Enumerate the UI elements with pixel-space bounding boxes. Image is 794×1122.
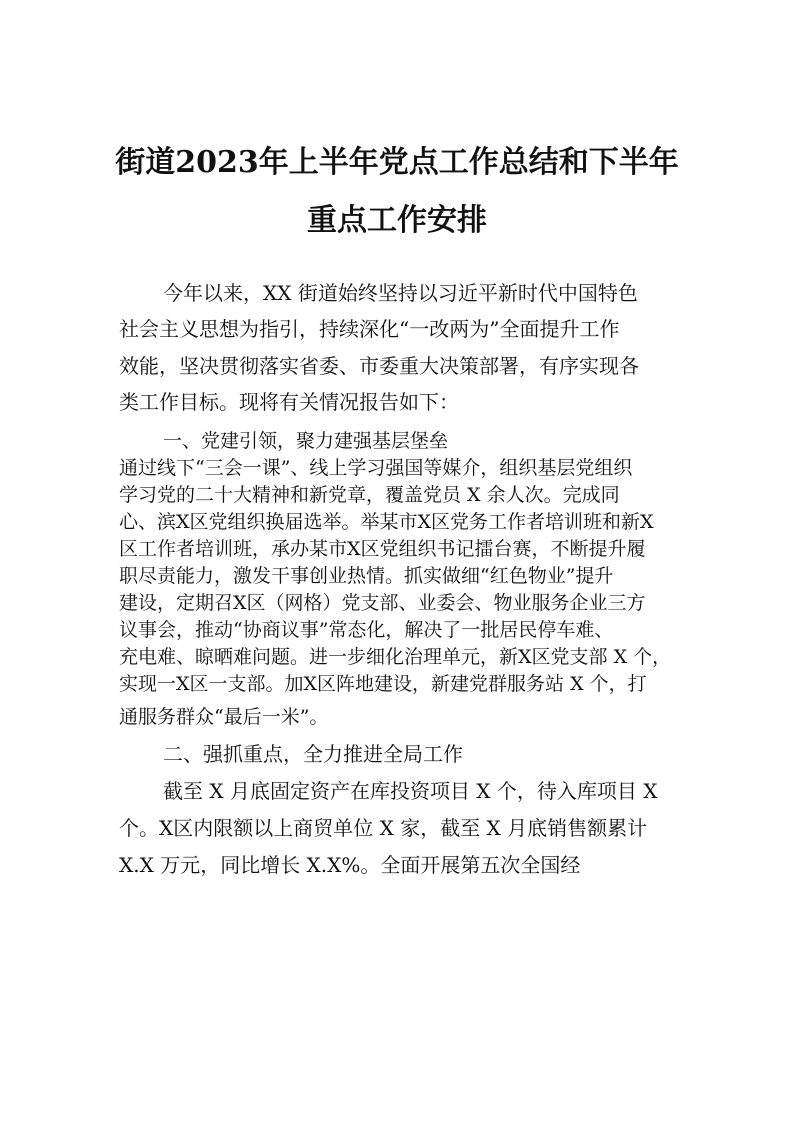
intro-line-4: 类工作目标。现将有关情况报告如下： (119, 390, 459, 414)
document-title-line-1: 街道2023年上半年党点工作总结和下半年 (115, 145, 679, 180)
section-1-line-5: 职尽责能力，激发干事创业热情。抓实做细“红色物业”提升 (119, 565, 614, 587)
document-title-line-2: 重点工作安排 (307, 203, 487, 238)
section-1-line-6: 建设，定期召X区（网格）党支部、业委会、物业服务企业三方 (119, 592, 646, 614)
section-1-line-9: 实现一X区一支部。加X区阵地建设，新建党群服务站 X 个，打 (119, 673, 647, 695)
intro-line-2: 社会主义思想为指引，持续深化“一改两为”全面提升工作 (119, 317, 620, 341)
section-2-line-3: X.X 万元，同比增长 X.X%。全面开展第五次全国经 (119, 853, 581, 877)
section-1-line-2: 学习党的二十大精神和新党章，覆盖党员 X 余人次。完成同 (119, 484, 620, 506)
intro-line-1: 今年以来，XX 街道始终坚持以习近平新时代中国特色 (163, 281, 638, 305)
section-2-line-2: 个。X区内限额以上商贸单位 X 家，截至 X 月底销售额累计 (119, 816, 648, 840)
section-2-line-1: 截至 X 月底固定资产在库投资项目 X 个，待入库项目 X (163, 779, 658, 803)
section-1-line-3: 心、滨X区党组织换届选举。举某市X区党务工作者培训班和新X (119, 511, 654, 533)
intro-line-3: 效能，坚决贯彻落实省委、市委重大决策部署，有序实现各 (119, 354, 639, 378)
section-1-line-8: 充电难、晾晒难问题。进一步细化治理单元，新X区党支部 X 个， (119, 646, 672, 668)
section-1-line-1: 通过线下“三会一课”、线上学习强国等媒介，组织基层党组织 (119, 457, 633, 479)
section-1-line-4: 区工作者培训班，承办某市X区党组织书记擂台赛，不断提升履 (119, 538, 646, 560)
section-1-line-7: 议事会，推动“协商议事”常态化，解决了一批居民停车难、 (119, 619, 614, 641)
section-1-line-10: 通服务群众“最后一米”。 (119, 706, 329, 728)
section-1-heading: 一、党建引领，聚力建强基层堡垒 (163, 430, 449, 452)
section-2-heading: 二、强抓重点，全力推进全局工作 (163, 742, 463, 766)
